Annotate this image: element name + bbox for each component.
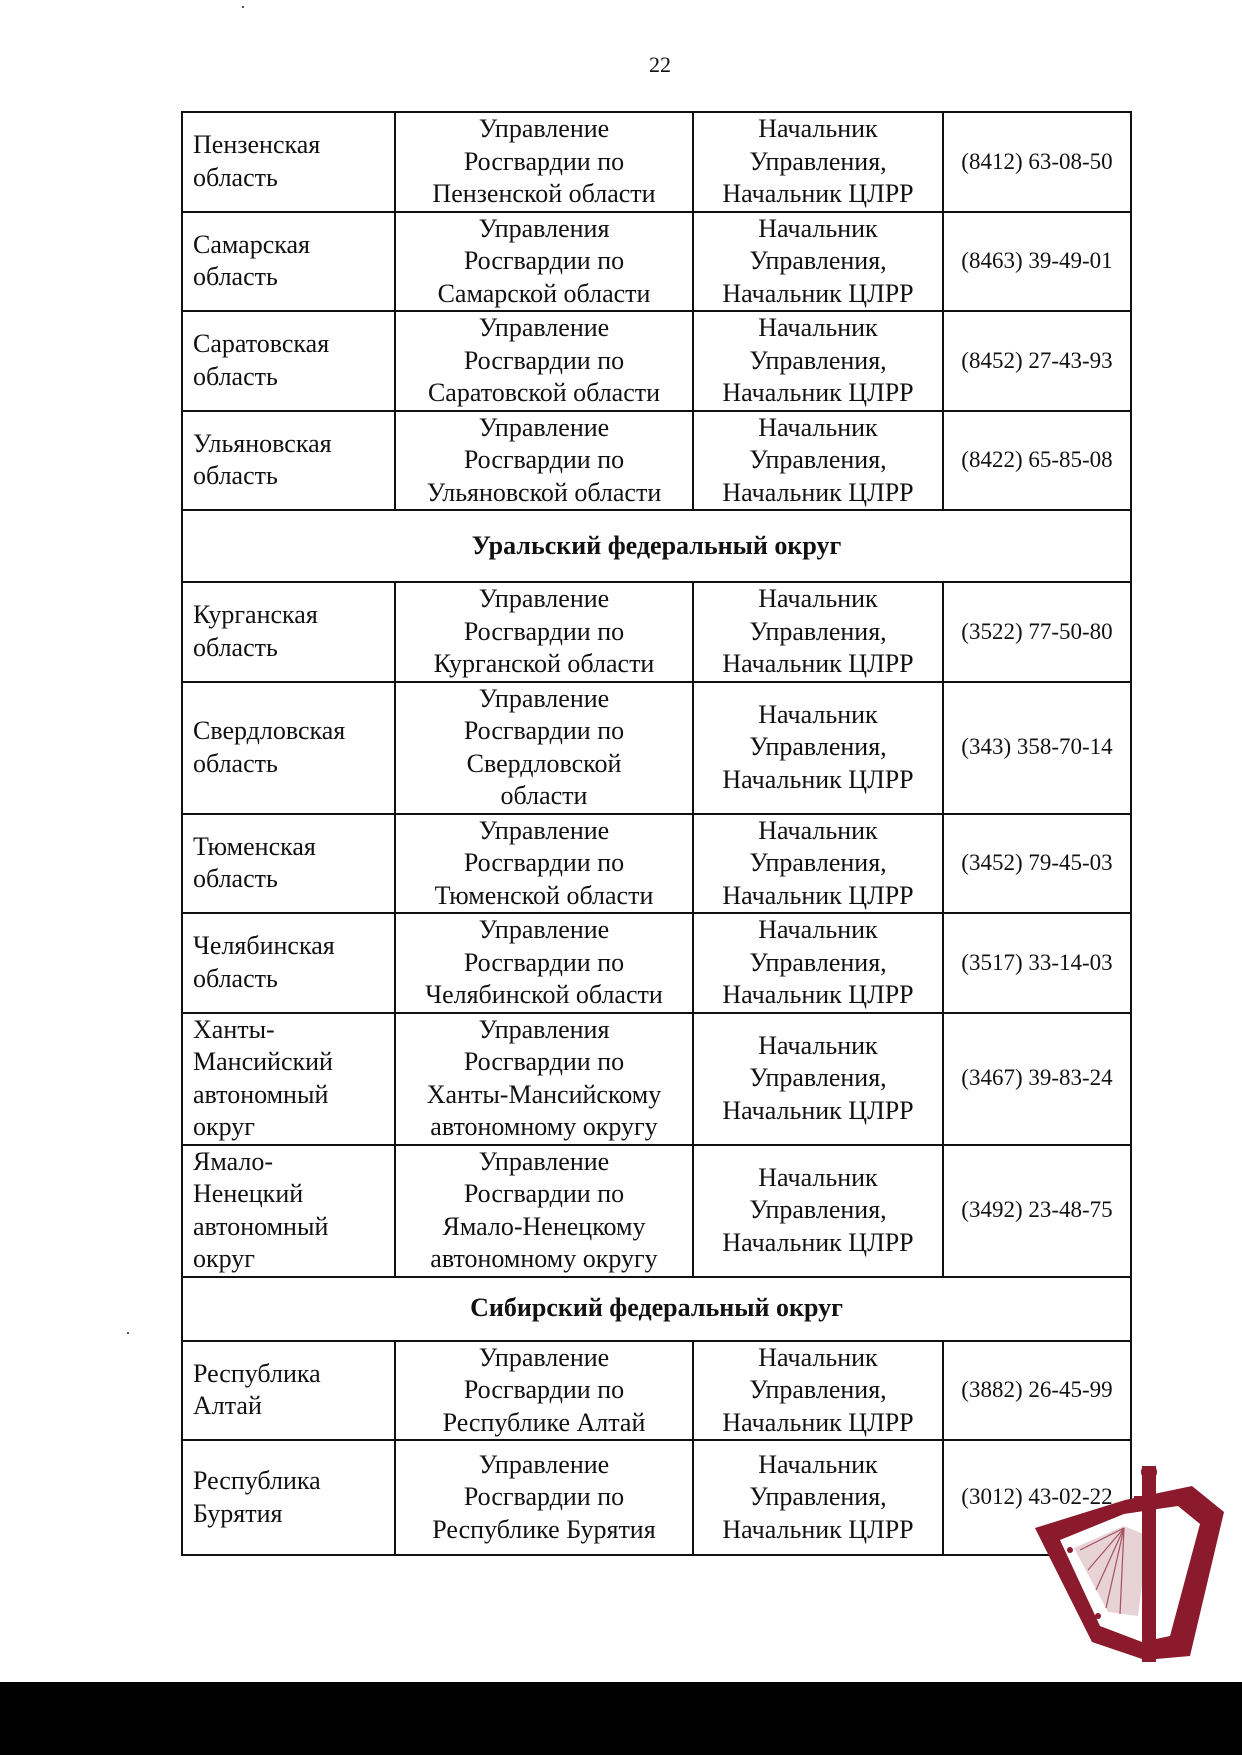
section-header-row xyxy=(182,510,1131,582)
phone-cell: (3517) 33-14-03 xyxy=(943,913,1131,1013)
position-cell: Начальник Управления, Начальник ЦЛРР xyxy=(693,212,943,312)
department-cell: Управление Росгвардии по Курганской области xyxy=(395,582,693,682)
table-row xyxy=(182,682,1131,814)
department-cell: Управление Росгвардии по Республике Бурятия xyxy=(395,1440,693,1555)
position-cell: Начальник Управления, Начальник ЦЛРР xyxy=(693,1341,943,1441)
position-cell: Начальник Управления, Начальник ЦЛРР xyxy=(693,582,943,682)
position-cell: Начальник Управления, Начальник ЦЛРР xyxy=(693,814,943,914)
position-cell: Начальник Управления, Начальник ЦЛРР xyxy=(693,682,943,814)
department-cell: Управления Росгвардии по Ханты-Мансийскому автономному округу xyxy=(395,1013,693,1145)
table-row xyxy=(182,112,1131,212)
section-header-row xyxy=(182,1277,1131,1341)
phone-cell: (3522) 77-50-80 xyxy=(943,582,1131,682)
table-row xyxy=(182,311,1131,411)
phone-cell: (343) 358-70-14 xyxy=(943,682,1131,814)
region-cell: Челябинская область xyxy=(182,913,395,1013)
region-cell: Ямало- Ненецкий автономный округ xyxy=(182,1145,395,1277)
region-cell: Пензенская область xyxy=(182,112,395,212)
region-cell: Курганская область xyxy=(182,582,395,682)
phone-cell: (8412) 63-08-50 xyxy=(943,112,1131,212)
phone-cell: (3882) 26-45-99 xyxy=(943,1341,1131,1441)
scan-speck xyxy=(127,1332,129,1334)
contacts-table xyxy=(181,111,1132,1556)
scan-speck xyxy=(242,6,244,8)
table-row xyxy=(182,411,1131,511)
phone-cell: (3452) 79-45-03 xyxy=(943,814,1131,914)
table-row xyxy=(182,1440,1131,1555)
table-row xyxy=(182,212,1131,312)
position-cell: Начальник Управления, Начальник ЦЛРР xyxy=(693,311,943,411)
phone-cell: (3492) 23-48-75 xyxy=(943,1145,1131,1277)
region-cell: Ханты- Мансийский автономный округ xyxy=(182,1013,395,1145)
department-cell: Управление Росгвардии по Челябинской области xyxy=(395,913,693,1013)
department-cell: Управление Росгвардии по Саратовской области xyxy=(395,311,693,411)
department-cell: Управление Росгвардии по Пензенской области xyxy=(395,112,693,212)
department-cell: Управление Росгвардии по Свердловской области xyxy=(395,682,693,814)
table-row xyxy=(182,913,1131,1013)
department-cell: Управления Росгвардии по Самарской области xyxy=(395,212,693,312)
phone-cell: (3012) 43-02-22 xyxy=(943,1440,1131,1555)
region-cell: Саратовская область xyxy=(182,311,395,411)
table-row xyxy=(182,1013,1131,1145)
region-cell: Республика Алтай xyxy=(182,1341,395,1441)
page-number: 22 xyxy=(649,52,671,77)
phone-cell: (3467) 39-83-24 xyxy=(943,1013,1131,1145)
section-title: Уральский федеральный округ xyxy=(182,510,1131,582)
section-title: Сибирский федеральный округ xyxy=(182,1277,1131,1341)
position-cell: Начальник Управления, Начальник ЦЛРР xyxy=(693,1145,943,1277)
position-cell: Начальник Управления, Начальник ЦЛРР xyxy=(693,1013,943,1145)
table-row xyxy=(182,582,1131,682)
region-cell: Свердловская область xyxy=(182,682,395,814)
position-cell: Начальник Управления, Начальник ЦЛРР xyxy=(693,112,943,212)
region-cell: Самарская область xyxy=(182,212,395,312)
department-cell: Управление Росгвардии по Ямало-Ненецкому автономному округу xyxy=(395,1145,693,1277)
department-cell: Управление Росгвардии по Республике Алтай xyxy=(395,1341,693,1441)
position-cell: Начальник Управления, Начальник ЦЛРР xyxy=(693,1440,943,1555)
position-cell: Начальник Управления, Начальник ЦЛРР xyxy=(693,411,943,511)
position-cell: Начальник Управления, Начальник ЦЛРР xyxy=(693,913,943,1013)
phone-cell: (8422) 65-85-08 xyxy=(943,411,1131,511)
region-cell: Тюменская область xyxy=(182,814,395,914)
region-cell: Республика Бурятия xyxy=(182,1440,395,1555)
department-cell: Управление Росгвардии по Тюменской области xyxy=(395,814,693,914)
phone-cell: (8452) 27-43-93 xyxy=(943,311,1131,411)
phone-cell: (8463) 39-49-01 xyxy=(943,212,1131,312)
table-row xyxy=(182,1341,1131,1441)
department-cell: Управление Росгвардии по Ульяновской области xyxy=(395,411,693,511)
scan-bottom-bar xyxy=(0,1682,1242,1755)
region-cell: Ульяновская область xyxy=(182,411,395,511)
rosgvardia-emblem-icon xyxy=(1030,1466,1230,1682)
table-row xyxy=(182,1145,1131,1277)
table-row xyxy=(182,814,1131,914)
